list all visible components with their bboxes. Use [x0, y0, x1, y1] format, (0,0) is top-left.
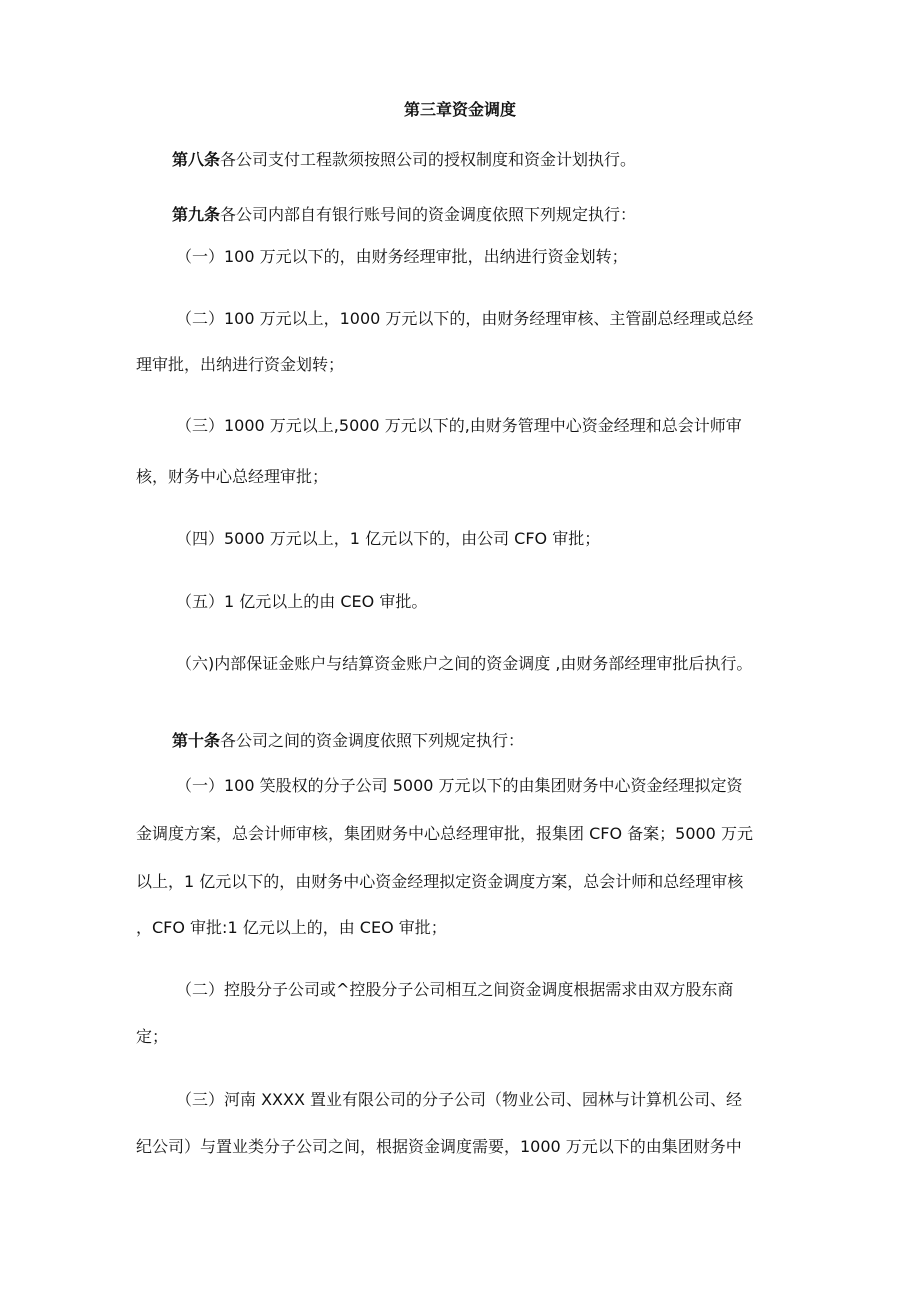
article-8: [172, 148, 636, 172]
article-10: [172, 729, 524, 753]
article-9-item-2: （二）100 万元以上，1000 万元以下的，由财务经理审核、主管副总经理或总经: [176, 309, 754, 328]
article-10-item-3-cont: 纪公司）与置业类分子公司之间，根据资金调度需要，1000 万元以下的由集团财务中: [136, 1137, 742, 1156]
article-9-item-1: （一）100 万元以下的，由财务经理审批，出纳进行资金划转；: [176, 247, 628, 266]
article-9-item-5: （五）1 亿元以上的由 CEO 审批。: [176, 592, 428, 611]
article-10-item-2-cont: 定；: [136, 1027, 169, 1046]
article-9: [172, 203, 636, 227]
chapter-title: 第三章资金调度: [403, 100, 516, 119]
article-9-item-6: （六)内部保证金账户与结算资金账户之间的资金调度 ,由财务部经理审批后执行。: [176, 654, 753, 673]
article-9-item-3-cont: 核，财务中心总经理审批；: [136, 467, 329, 486]
article-8-label: 第八条: [172, 150, 221, 169]
article-9-text: 各公司内部自有银行账号间的资金调度依照下列规定执行：: [220, 205, 637, 224]
article-10-item-3: （三）河南 XXXX 置业有限公司的分子公司（物业公司、园林与计算机公司、经: [176, 1090, 743, 1109]
article-9-item-4: （四）5000 万元以上，1 亿元以下的，由公司 CFO 审批；: [176, 529, 601, 548]
article-10-text: 各公司之间的资金调度依照下列规定执行：: [220, 731, 525, 750]
article-10-label: 第十条: [172, 731, 221, 750]
article-10-item-1: （一）100 笑股权的分子公司 5000 万元以下的由集团财务中心资金经理拟定资: [176, 776, 743, 795]
article-9-item-2-cont: 理审批，出纳进行资金划转；: [136, 355, 345, 374]
article-10-item-1-cont-1: 金调度方案，总会计师审核，集团财务中心总经理审批，报集团 CFO 备案；5000 万元: [136, 824, 753, 843]
article-9-item-3: （三）1000 万元以上,5000 万元以下的,由财务管理中心资金经理和总会计师审: [176, 416, 742, 435]
article-10-item-1-cont-2: 以上，1 亿元以下的，由财务中心资金经理拟定资金调度方案，总会计师和总经理审核: [136, 872, 744, 891]
article-10-item-2: （二）控股分子公司或^控股分子公司相互之间资金调度根据需求由双方股东商: [176, 980, 734, 999]
article-8-text: 各公司支付工程款须按照公司的授权制度和资金计划执行。: [220, 150, 637, 169]
article-10-item-1-cont-3: ，CFO 审批:1 亿元以上的，由 CEO 审批；: [136, 918, 447, 937]
article-9-label: 第九条: [172, 205, 221, 224]
